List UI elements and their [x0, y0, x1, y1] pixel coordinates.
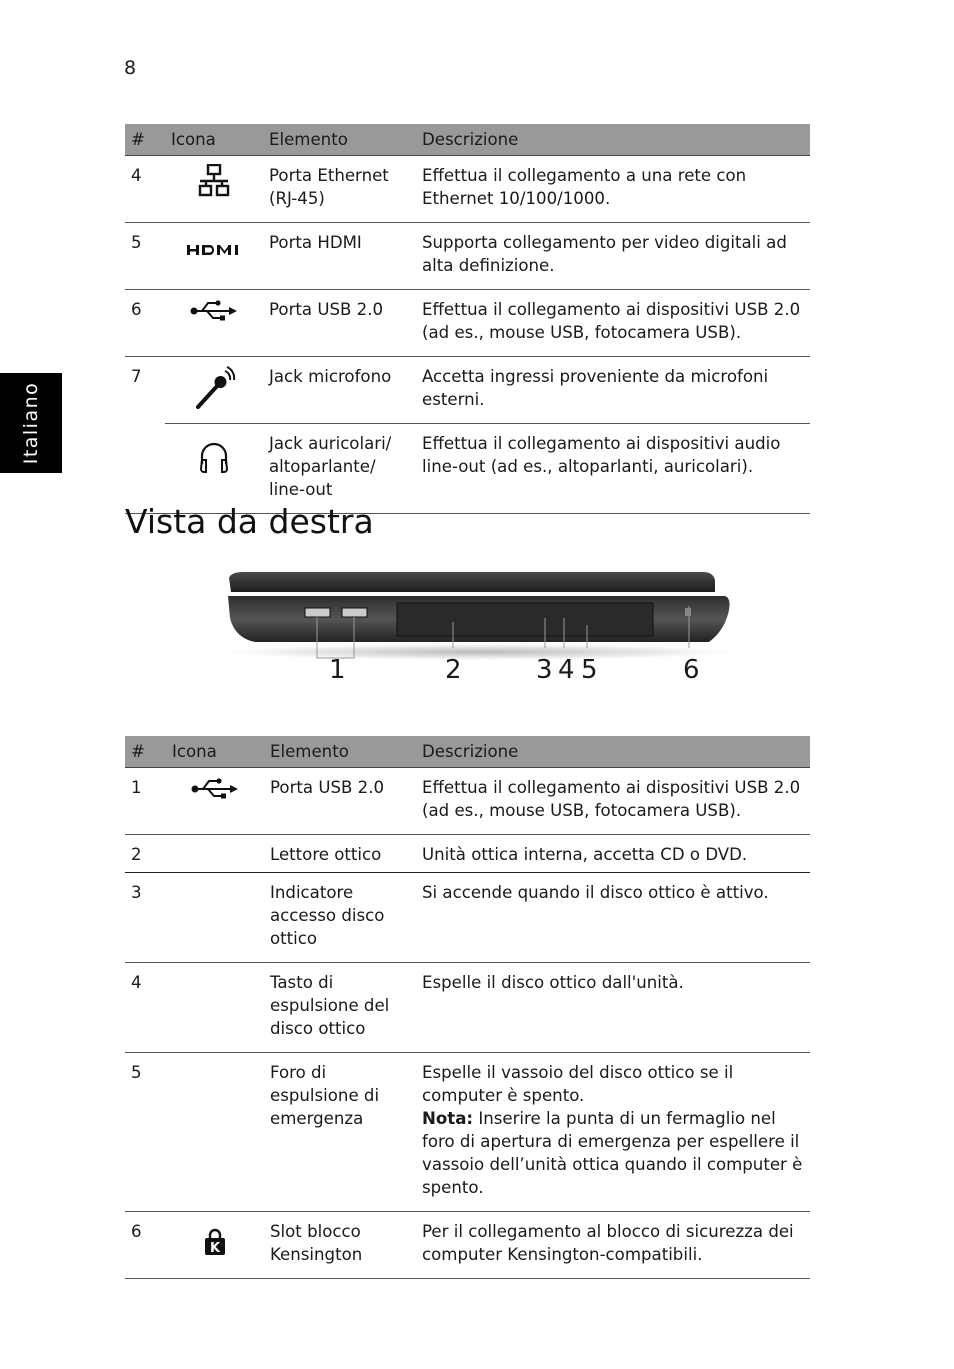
- description-text: Espelle il vassoio del disco ottico se il computer è spento.: [422, 1063, 734, 1105]
- row-num: 5: [125, 1053, 166, 1212]
- table-row: [125, 357, 810, 424]
- row-num: [125, 424, 165, 514]
- row-element: Porta USB 2.0: [264, 768, 416, 835]
- row-num: 1: [125, 768, 166, 835]
- usb-icon: [190, 776, 240, 806]
- row-icon: [166, 1212, 264, 1279]
- row-num: 7: [131, 367, 142, 386]
- row-num: 6: [125, 290, 165, 357]
- row-icon: [165, 223, 263, 290]
- row-icon: [165, 357, 263, 424]
- note: [422, 1107, 804, 1199]
- row-icon: [165, 290, 263, 357]
- row-icon: [166, 768, 264, 835]
- row-element: Porta Ethernet (RJ-45): [263, 156, 416, 223]
- row-num: 2: [125, 835, 166, 873]
- ports-table-right: [125, 736, 810, 1279]
- row-element: Porta HDMI: [263, 223, 416, 290]
- laptop-right-side-image: [225, 570, 735, 667]
- row-element: Indicatore accesso disco ottico: [264, 873, 416, 963]
- note-text: Inserire la punta di un fermaglio nel foro di apertura di emergenza per espellere il vassoio dell’unità ottica quando il computer è spento.: [422, 1109, 803, 1197]
- row-num: 4: [125, 156, 165, 223]
- table-row: [125, 1053, 810, 1212]
- row-num: 4: [125, 963, 166, 1053]
- header-description: Descrizione: [416, 736, 810, 768]
- headphones-icon: [196, 438, 232, 480]
- language-label: Italiano: [20, 381, 42, 465]
- ethernet-icon: [194, 164, 234, 206]
- row-description: Espelle il disco ottico dall'unità.: [416, 963, 810, 1053]
- row-num: 3: [125, 873, 166, 963]
- header-description: Descrizione: [416, 124, 810, 156]
- table-row: [125, 223, 810, 290]
- row-element: Tasto di espulsione del disco ottico: [264, 963, 416, 1053]
- row-description: Unità ottica interna, accetta CD o DVD.: [416, 835, 810, 873]
- note-label: Nota:: [422, 1109, 474, 1128]
- ports-table-left: [125, 124, 810, 514]
- table-header-row: [125, 124, 810, 156]
- table-header-row: [125, 736, 810, 768]
- table-row: [125, 1212, 810, 1279]
- row-description: Si accende quando il disco ottico è attivo.: [416, 873, 810, 963]
- language-side-tab: [0, 373, 62, 473]
- row-icon: [166, 1053, 264, 1212]
- header-element: Elemento: [263, 124, 416, 156]
- callout-3: 3: [536, 655, 553, 685]
- row-description: Supporta collegamento per video digitali ad alta definizione.: [416, 223, 810, 290]
- row-description: Effettua il collegamento ai dispositivi USB 2.0 (ad es., mouse USB, fotocamera USB).: [416, 768, 810, 835]
- section-title: Vista da destra: [125, 502, 374, 541]
- table-row: [125, 290, 810, 357]
- usb-icon: [189, 298, 239, 328]
- table-row: [125, 768, 810, 835]
- callout-1: 1: [329, 655, 346, 685]
- callout-6: 6: [683, 655, 700, 685]
- row-icon: [166, 963, 264, 1053]
- header-icon: Icona: [166, 736, 264, 768]
- header-num: #: [125, 736, 166, 768]
- row-description: Accetta ingressi proveniente da microfoni esterni.: [416, 357, 810, 424]
- row-icon: [165, 424, 263, 514]
- row-element: Jack auricolari/ altoparlante/ line-out: [263, 424, 416, 514]
- table-row: [125, 835, 810, 873]
- table-row: [125, 873, 810, 963]
- microphone-icon: [192, 365, 236, 417]
- header-num: #: [125, 124, 165, 156]
- header-icon: Icona: [165, 124, 263, 156]
- row-element: Slot blocco Kensington: [264, 1212, 416, 1279]
- row-num: 5: [125, 223, 165, 290]
- row-description: Per il collegamento al blocco di sicurezza dei computer Kensington-compatibili.: [416, 1212, 810, 1279]
- callout-4: 4: [558, 655, 575, 685]
- row-description: [416, 1053, 810, 1212]
- table-row: [125, 156, 810, 223]
- table-row: [125, 963, 810, 1053]
- row-element: Foro di espulsione di emergenza: [264, 1053, 416, 1212]
- row-num: 6: [125, 1212, 166, 1279]
- row-element: Jack microfono: [263, 357, 416, 424]
- callout-2: 2: [445, 655, 462, 685]
- header-element: Elemento: [264, 736, 416, 768]
- row-element: Lettore ottico: [264, 835, 416, 873]
- hdmi-icon: [186, 239, 242, 262]
- row-icon: [166, 873, 264, 963]
- table-row: [125, 424, 810, 514]
- figure-callouts: [225, 655, 745, 695]
- kensington-lock-icon: [203, 1228, 227, 1262]
- row-description: Effettua il collegamento a una rete con Ethernet 10/100/1000.: [416, 156, 810, 223]
- row-element: Porta USB 2.0: [263, 290, 416, 357]
- svg-text:K: K: [209, 1241, 221, 1256]
- row-icon: [166, 835, 264, 873]
- row-description: Effettua il collegamento ai dispositivi USB 2.0 (ad es., mouse USB, fotocamera USB).: [416, 290, 810, 357]
- callout-5: 5: [581, 655, 598, 685]
- row-icon: [165, 156, 263, 223]
- row-description: Effettua il collegamento ai dispositivi audio line-out (ad es., altoparlanti, auricolari).: [416, 424, 810, 514]
- page-number: 8: [124, 57, 137, 79]
